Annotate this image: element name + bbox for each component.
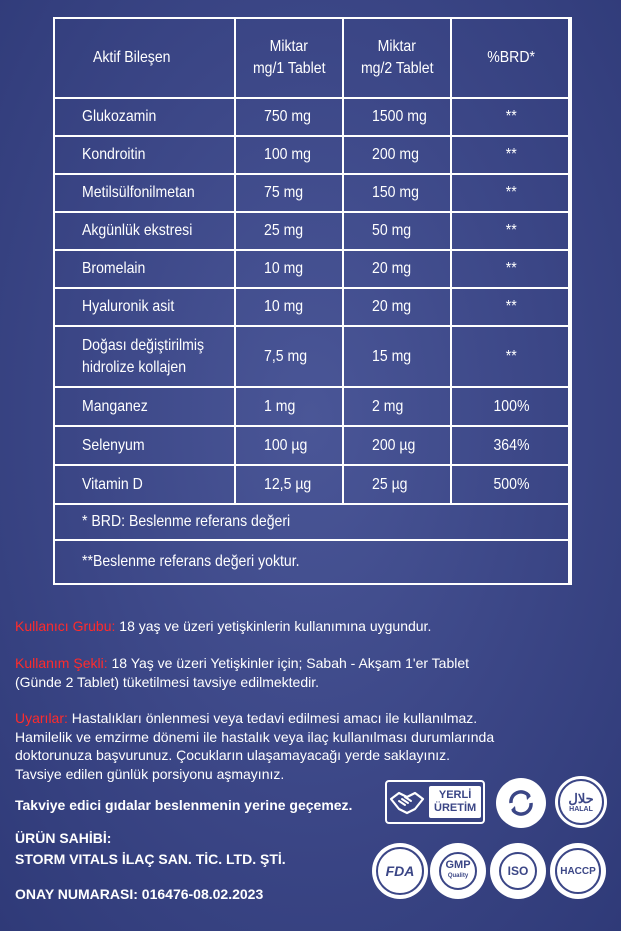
ingredient-name: Hyaluronik asit (54, 288, 235, 326)
brd-value: ** (451, 98, 571, 136)
ingredient-name: Vitamin D (54, 465, 235, 504)
user-group-text: Kullanıcı Grubu: 18 yaş ve üzeri yetişkinlerin kullanımına uygundur. (15, 618, 432, 634)
table-header-row (54, 18, 571, 98)
usage-label: Kullanım Şekli: (15, 655, 108, 671)
table-row (54, 326, 571, 387)
recycle-badge (496, 778, 546, 828)
amount-1-tablet: 25 mg (235, 212, 343, 250)
amount-1-tablet: 750 mg (235, 98, 343, 136)
amount-1-tablet: 12,5 µg (235, 465, 343, 504)
ingredient-name: Doğası değiştirilmiş hidrolize kollajen (54, 326, 235, 387)
brd-value: ** (451, 174, 571, 212)
table-row (54, 387, 571, 426)
handshake-icon (387, 783, 427, 821)
table-footnote (54, 540, 571, 584)
ingredients-table (53, 17, 570, 585)
amount-2-tablet: 2 mg (343, 387, 451, 426)
header-active-ingredient: Aktif Bileşen (54, 18, 235, 98)
amount-2-tablet: 200 mg (343, 136, 451, 174)
table-row (54, 250, 571, 288)
iso-badge: ISO (490, 843, 546, 899)
brd-value: ** (451, 136, 571, 174)
warnings-text: Uyarılar: Hastalıkları önlenmesi veya tedavi edilmesi amacı ile kullanılmaz. Hamilelik ve emzirme dönemi ile hastalık veya ilaç kullanılması durumlarında doktorunuza başvurunuz. Çocukların ulaşamayacağı yerde saklayınız. Tavsiye edilen günlük porsiyonu aşmayınız. (15, 710, 495, 782)
ingredient-name: Bromelain (54, 250, 235, 288)
brd-value: ** (451, 288, 571, 326)
brd-value: 500% (451, 465, 571, 504)
table-row (54, 98, 571, 136)
ingredient-name: Glukozamin (54, 98, 235, 136)
amount-1-tablet: 1 mg (235, 387, 343, 426)
haccp-badge: HACCP (550, 843, 606, 899)
ingredient-name: Manganez (54, 387, 235, 426)
amount-1-tablet: 100 µg (235, 426, 343, 465)
ingredient-name: Akgünlük ekstresi (54, 212, 235, 250)
header-amount-2-tablet: Miktar mg/2 Tablet (343, 18, 451, 98)
halal-badge: حلال HALAL (555, 776, 607, 828)
brd-value: ** (451, 326, 571, 387)
yerli-uretim-badge: YERLİ ÜRETİM (385, 780, 485, 824)
brd-value: 100% (451, 387, 571, 426)
amount-2-tablet: 1500 mg (343, 98, 451, 136)
table-row (54, 212, 571, 250)
amount-2-tablet: 15 mg (343, 326, 451, 387)
fda-badge: FDA (372, 843, 428, 899)
amount-2-tablet: 25 µg (343, 465, 451, 504)
amount-1-tablet: 75 mg (235, 174, 343, 212)
amount-1-tablet: 100 mg (235, 136, 343, 174)
table-row (54, 174, 571, 212)
amount-1-tablet: 10 mg (235, 250, 343, 288)
brd-value: 364% (451, 426, 571, 465)
table-footnote (54, 504, 571, 540)
amount-2-tablet: 50 mg (343, 212, 451, 250)
approval-number: ONAY NUMARASI: 016476-08.02.2023 (15, 886, 264, 902)
gmp-badge: GMP Quality (430, 843, 486, 899)
table-row (54, 136, 571, 174)
amount-1-tablet: 7,5 mg (235, 326, 343, 387)
header-amount-1-tablet: Miktar mg/1 Tablet (235, 18, 343, 98)
ingredient-name: Selenyum (54, 426, 235, 465)
footnote-text: **Beslenme referans değeri yoktur. (54, 540, 571, 584)
header-brd: %BRD* (451, 18, 571, 98)
recycle-icon (503, 785, 539, 821)
supplement-note: Takviye edici gıdalar beslenmenin yerine geçemez. (15, 797, 353, 813)
amount-2-tablet: 200 µg (343, 426, 451, 465)
ingredient-name: Kondroitin (54, 136, 235, 174)
owner-title: ÜRÜN SAHİBİ: (15, 830, 112, 846)
amount-2-tablet: 20 mg (343, 288, 451, 326)
amount-2-tablet: 20 mg (343, 250, 451, 288)
usage-text: Kullanım Şekli: 18 Yaş ve üzeri Yetişkinler için; Sabah - Akşam 1'er Tablet (Günde 2 Tablet) tüketilmesi tavsiye edilmektedir. (15, 655, 470, 690)
ingredient-name: Metilsülfonilmetan (54, 174, 235, 212)
owner-name: STORM VITALS İLAÇ SAN. TİC. LTD. ŞTİ. (15, 851, 286, 867)
table-row (54, 288, 571, 326)
warnings-label: Uyarılar: (15, 710, 68, 726)
table-row (54, 465, 571, 504)
footnote-text: * BRD: Beslenme referans değeri (54, 504, 571, 540)
table-row (54, 426, 571, 465)
brd-value: ** (451, 212, 571, 250)
amount-1-tablet: 10 mg (235, 288, 343, 326)
amount-2-tablet: 150 mg (343, 174, 451, 212)
brd-value: ** (451, 250, 571, 288)
user-group-label: Kullanıcı Grubu: (15, 618, 116, 634)
